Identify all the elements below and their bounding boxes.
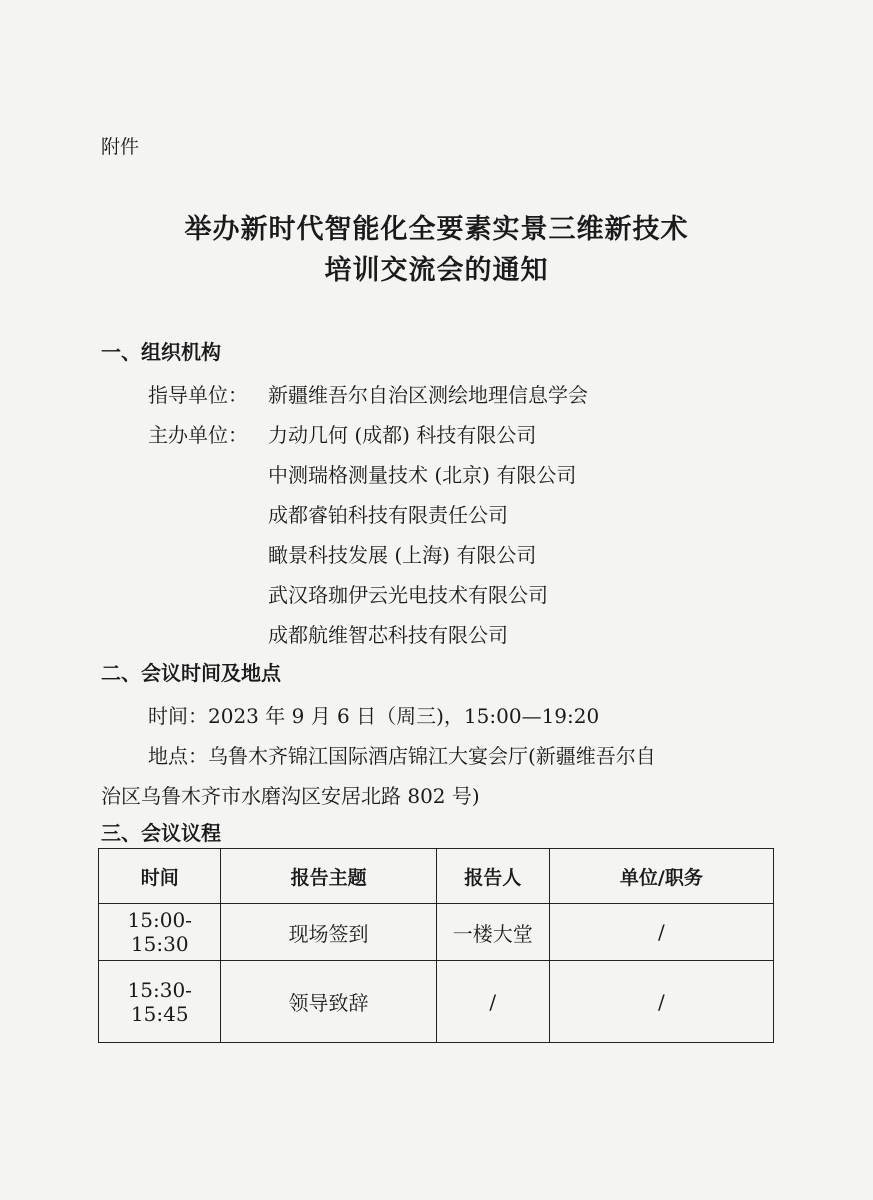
header-topic: 报告主题 bbox=[221, 849, 436, 904]
guide-value: 新疆维吾尔自治区测绘地理信息学会 bbox=[268, 383, 588, 407]
table-row bbox=[99, 904, 774, 961]
host-item: 中测瑞格测量技术 (北京) 有限公司 bbox=[268, 463, 577, 487]
attachment-label: 附件 bbox=[101, 136, 140, 158]
section-agenda-heading: 三、会议议程 bbox=[101, 821, 221, 845]
cell-time: 15:00-15:30 bbox=[99, 904, 221, 961]
agenda-table bbox=[98, 848, 774, 1043]
host-label: 主办单位： bbox=[148, 423, 248, 447]
cell-topic: 领导致辞 bbox=[221, 961, 436, 1043]
header-unit-title: 单位/职务 bbox=[549, 849, 773, 904]
title-line-2: 培训交流会的通知 bbox=[324, 255, 549, 286]
cell-unit-title: / bbox=[549, 961, 773, 1043]
header-time: 时间 bbox=[99, 849, 221, 904]
cell-time: 15:30-15:45 bbox=[99, 961, 221, 1043]
host-item: 武汉珞珈伊云光电技术有限公司 bbox=[268, 583, 548, 607]
guide-label: 指导单位： bbox=[148, 383, 248, 407]
cell-speaker: / bbox=[436, 961, 549, 1043]
header-speaker: 报告人 bbox=[436, 849, 549, 904]
host-item: 成都睿铂科技有限责任公司 bbox=[268, 503, 508, 527]
section-time-place-heading: 二、会议时间及地点 bbox=[101, 661, 281, 685]
host-item: 成都航维智芯科技有限公司 bbox=[268, 623, 508, 647]
host-item: 瞰景科技发展 (上海) 有限公司 bbox=[268, 543, 537, 567]
title-line-1: 举办新时代智能化全要素实景三维新技术 bbox=[184, 214, 689, 245]
section-org-heading: 一、组织机构 bbox=[101, 340, 221, 364]
table-header-row bbox=[99, 849, 774, 904]
cell-unit-title: / bbox=[549, 904, 773, 961]
host-item: 力动几何 (成都) 科技有限公司 bbox=[268, 423, 537, 447]
meeting-place-line-2: 治区乌鲁木齐市水磨沟区安居北路 802 号) bbox=[101, 784, 480, 808]
cell-speaker: 一楼大堂 bbox=[436, 904, 549, 961]
cell-topic: 现场签到 bbox=[221, 904, 436, 961]
table-row bbox=[99, 961, 774, 1043]
meeting-place-line-1: 地点：乌鲁木齐锦江国际酒店锦江大宴会厅(新疆维吾尔自 bbox=[148, 744, 656, 768]
meeting-time: 时间：2023 年 9 月 6 日（周三)，15:00—19:20 bbox=[148, 704, 600, 728]
